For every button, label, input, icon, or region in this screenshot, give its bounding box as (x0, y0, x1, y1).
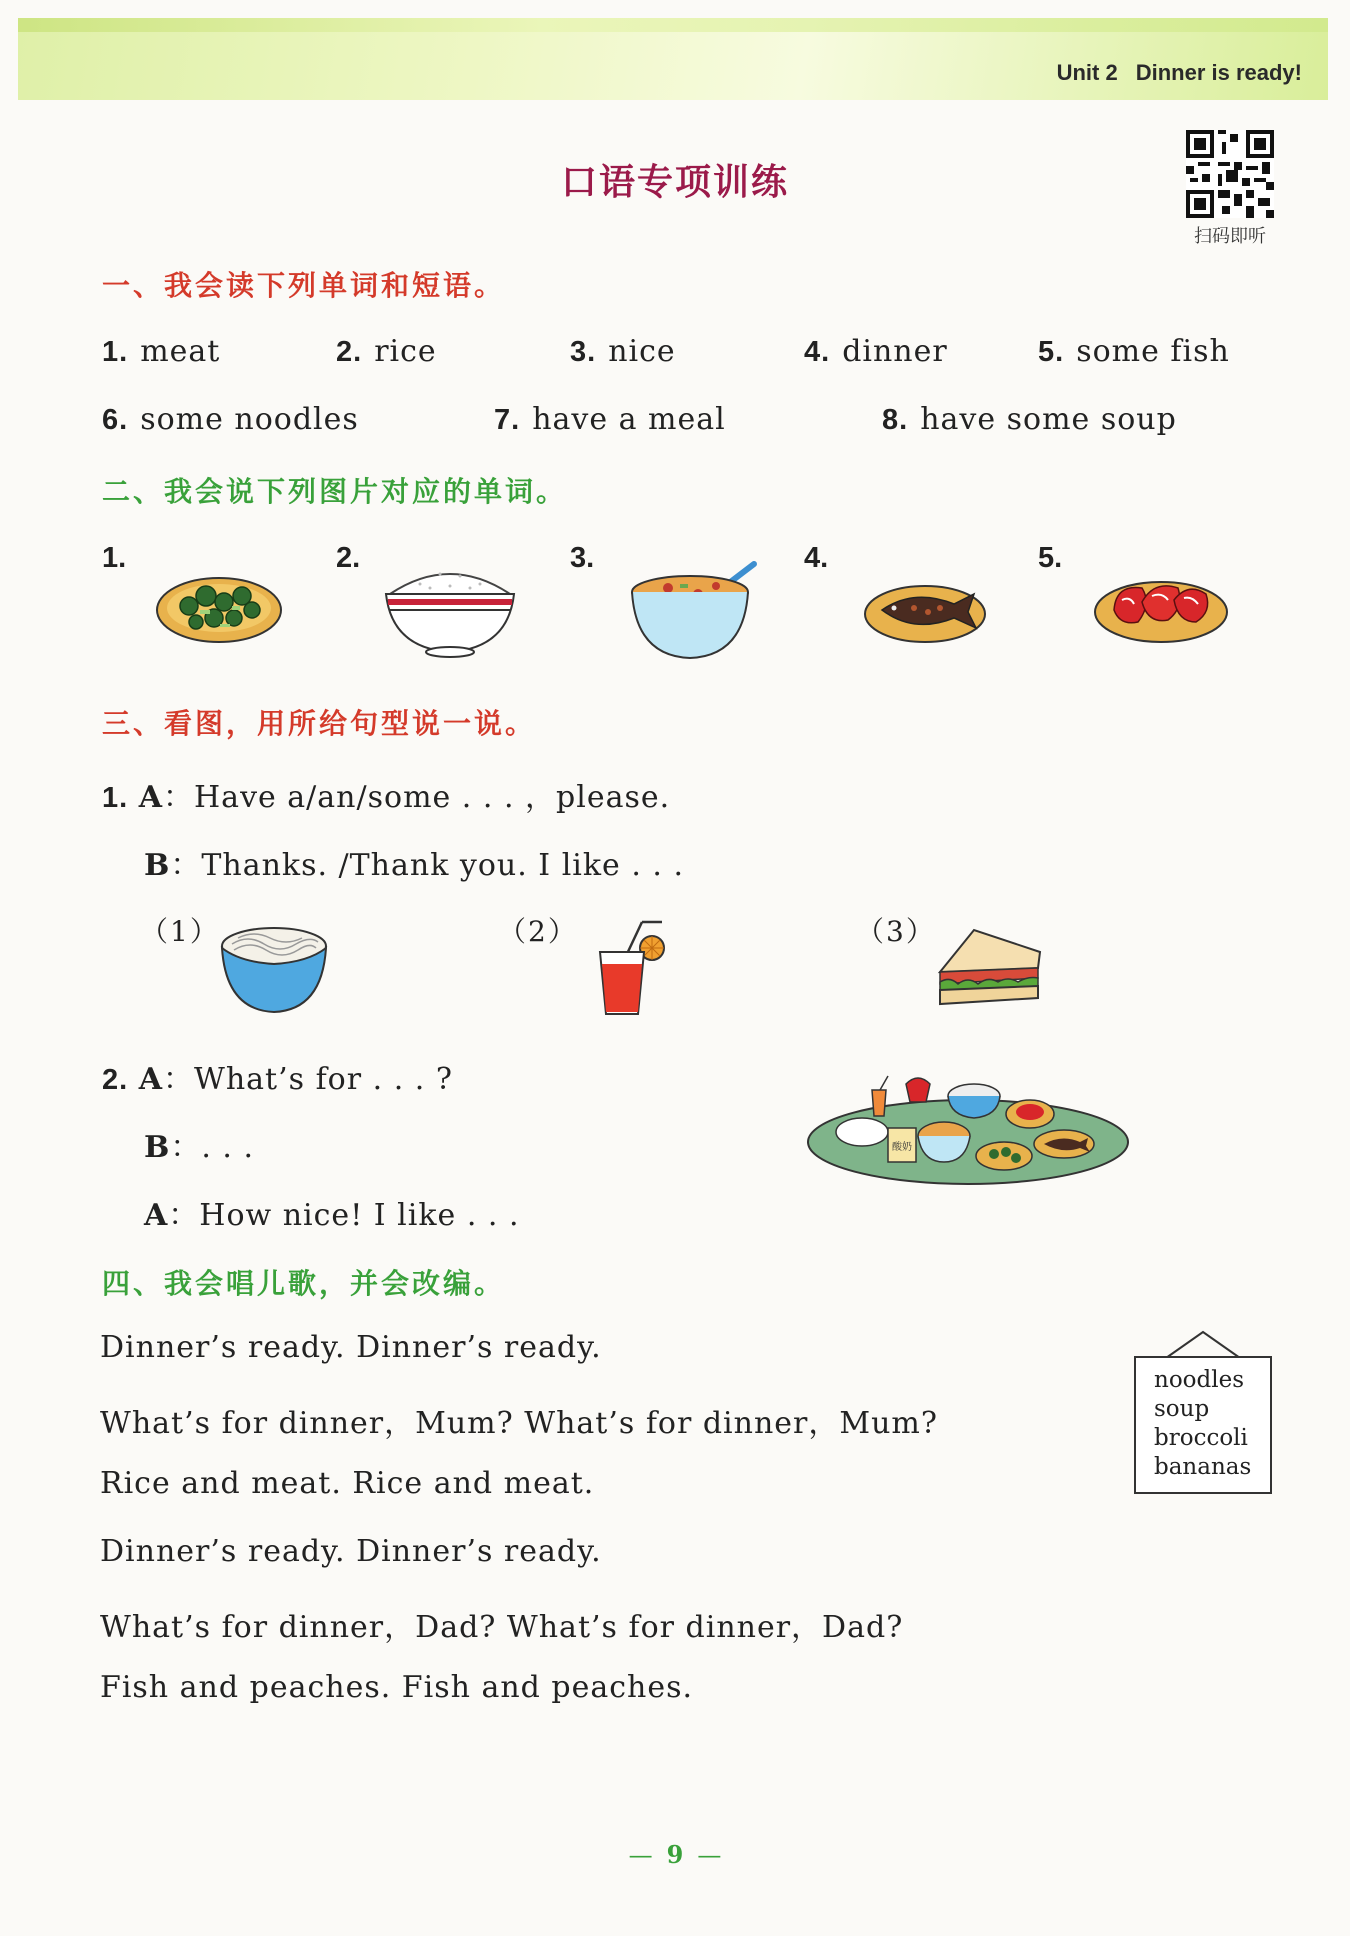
word-box (1134, 1356, 1272, 1494)
word-item: 5. some fish (1038, 334, 1230, 369)
juice-glass-icon (596, 916, 676, 1020)
q1-line-a: 1. A：Have a/an/some . . . ，please. (102, 780, 671, 815)
unit-title: Dinner is ready! (1135, 60, 1302, 85)
section1-heading: 一、我会读下列单词和短语。 (102, 269, 506, 302)
picture-number: 4. (804, 542, 829, 574)
dinner-table-icon (804, 1070, 1132, 1186)
header-banner (18, 18, 1328, 100)
song-line: Fish and peaches. Fish and peaches. (100, 1670, 694, 1705)
song-line: Dinner’s ready. Dinner’s ready. (100, 1534, 602, 1569)
section2-heading: 二、我会说下列图片对应的单词。 (102, 475, 568, 508)
word-item: 6. some noodles (102, 402, 359, 437)
unit-label: Unit 2 Dinner is ready! (1056, 60, 1302, 85)
word-item: 3. nice (570, 334, 676, 369)
picture-number: 2. (336, 542, 361, 574)
word-box-item: noodles (1154, 1367, 1245, 1393)
q1-line-b: B：Thanks. /Thank you. I like . . . (144, 848, 685, 883)
song-line: Rice and meat. Rice and meat. (100, 1466, 595, 1501)
song-line: What’s for dinner，Mum? What’s for dinner，Mum? (100, 1406, 938, 1441)
soup-bowl-icon (628, 556, 764, 666)
song-line: What’s for dinner，Dad? What’s for dinner，Dad? (100, 1610, 904, 1645)
word-box-item: broccoli (1154, 1425, 1248, 1451)
word-item: 2. rice (336, 334, 437, 369)
picture-label: （2） (498, 915, 578, 948)
q2-line-a2: A：How nice! I like . . . (144, 1198, 520, 1233)
q2-line-b: B：. . . (144, 1130, 255, 1165)
picture-label: （1） (140, 915, 220, 948)
noodles-bowl-icon (218, 920, 330, 1016)
picture-number: 5. (1038, 542, 1063, 574)
section4-heading: 四、我会唱儿歌，并会改编。 (102, 1267, 506, 1300)
word-box-item: soup (1154, 1396, 1210, 1422)
word-item: 8. have some soup (882, 402, 1177, 437)
picture-number: 1. (102, 542, 127, 574)
section3-heading: 三、看图，用所给句型说一说。 (102, 707, 537, 740)
picture-number: 3. (570, 542, 595, 574)
song-line: Dinner’s ready. Dinner’s ready. (100, 1330, 602, 1365)
qr-code-icon[interactable] (1186, 130, 1274, 218)
meat-plate-icon (1092, 570, 1230, 648)
q2-line-a1: 2. A：What’s for . . . ? (102, 1062, 453, 1097)
fish-plate-icon (862, 574, 988, 646)
qr-caption: 扫码即听 (1194, 226, 1266, 247)
word-item: 7. have a meal (494, 402, 726, 437)
picture-label: （3） (856, 915, 936, 948)
broccoli-plate-icon (154, 566, 284, 646)
page-number: — 9 — (628, 1840, 722, 1869)
rice-bowl-icon (380, 552, 520, 662)
word-item: 1. meat (102, 334, 221, 369)
word-box-item: bananas (1154, 1454, 1252, 1480)
sandwich-icon (934, 924, 1046, 1008)
page-title: 口语专项训练 (560, 162, 789, 203)
word-item: 4. dinner (804, 334, 948, 369)
milk-label: 酸奶 (892, 1142, 912, 1153)
